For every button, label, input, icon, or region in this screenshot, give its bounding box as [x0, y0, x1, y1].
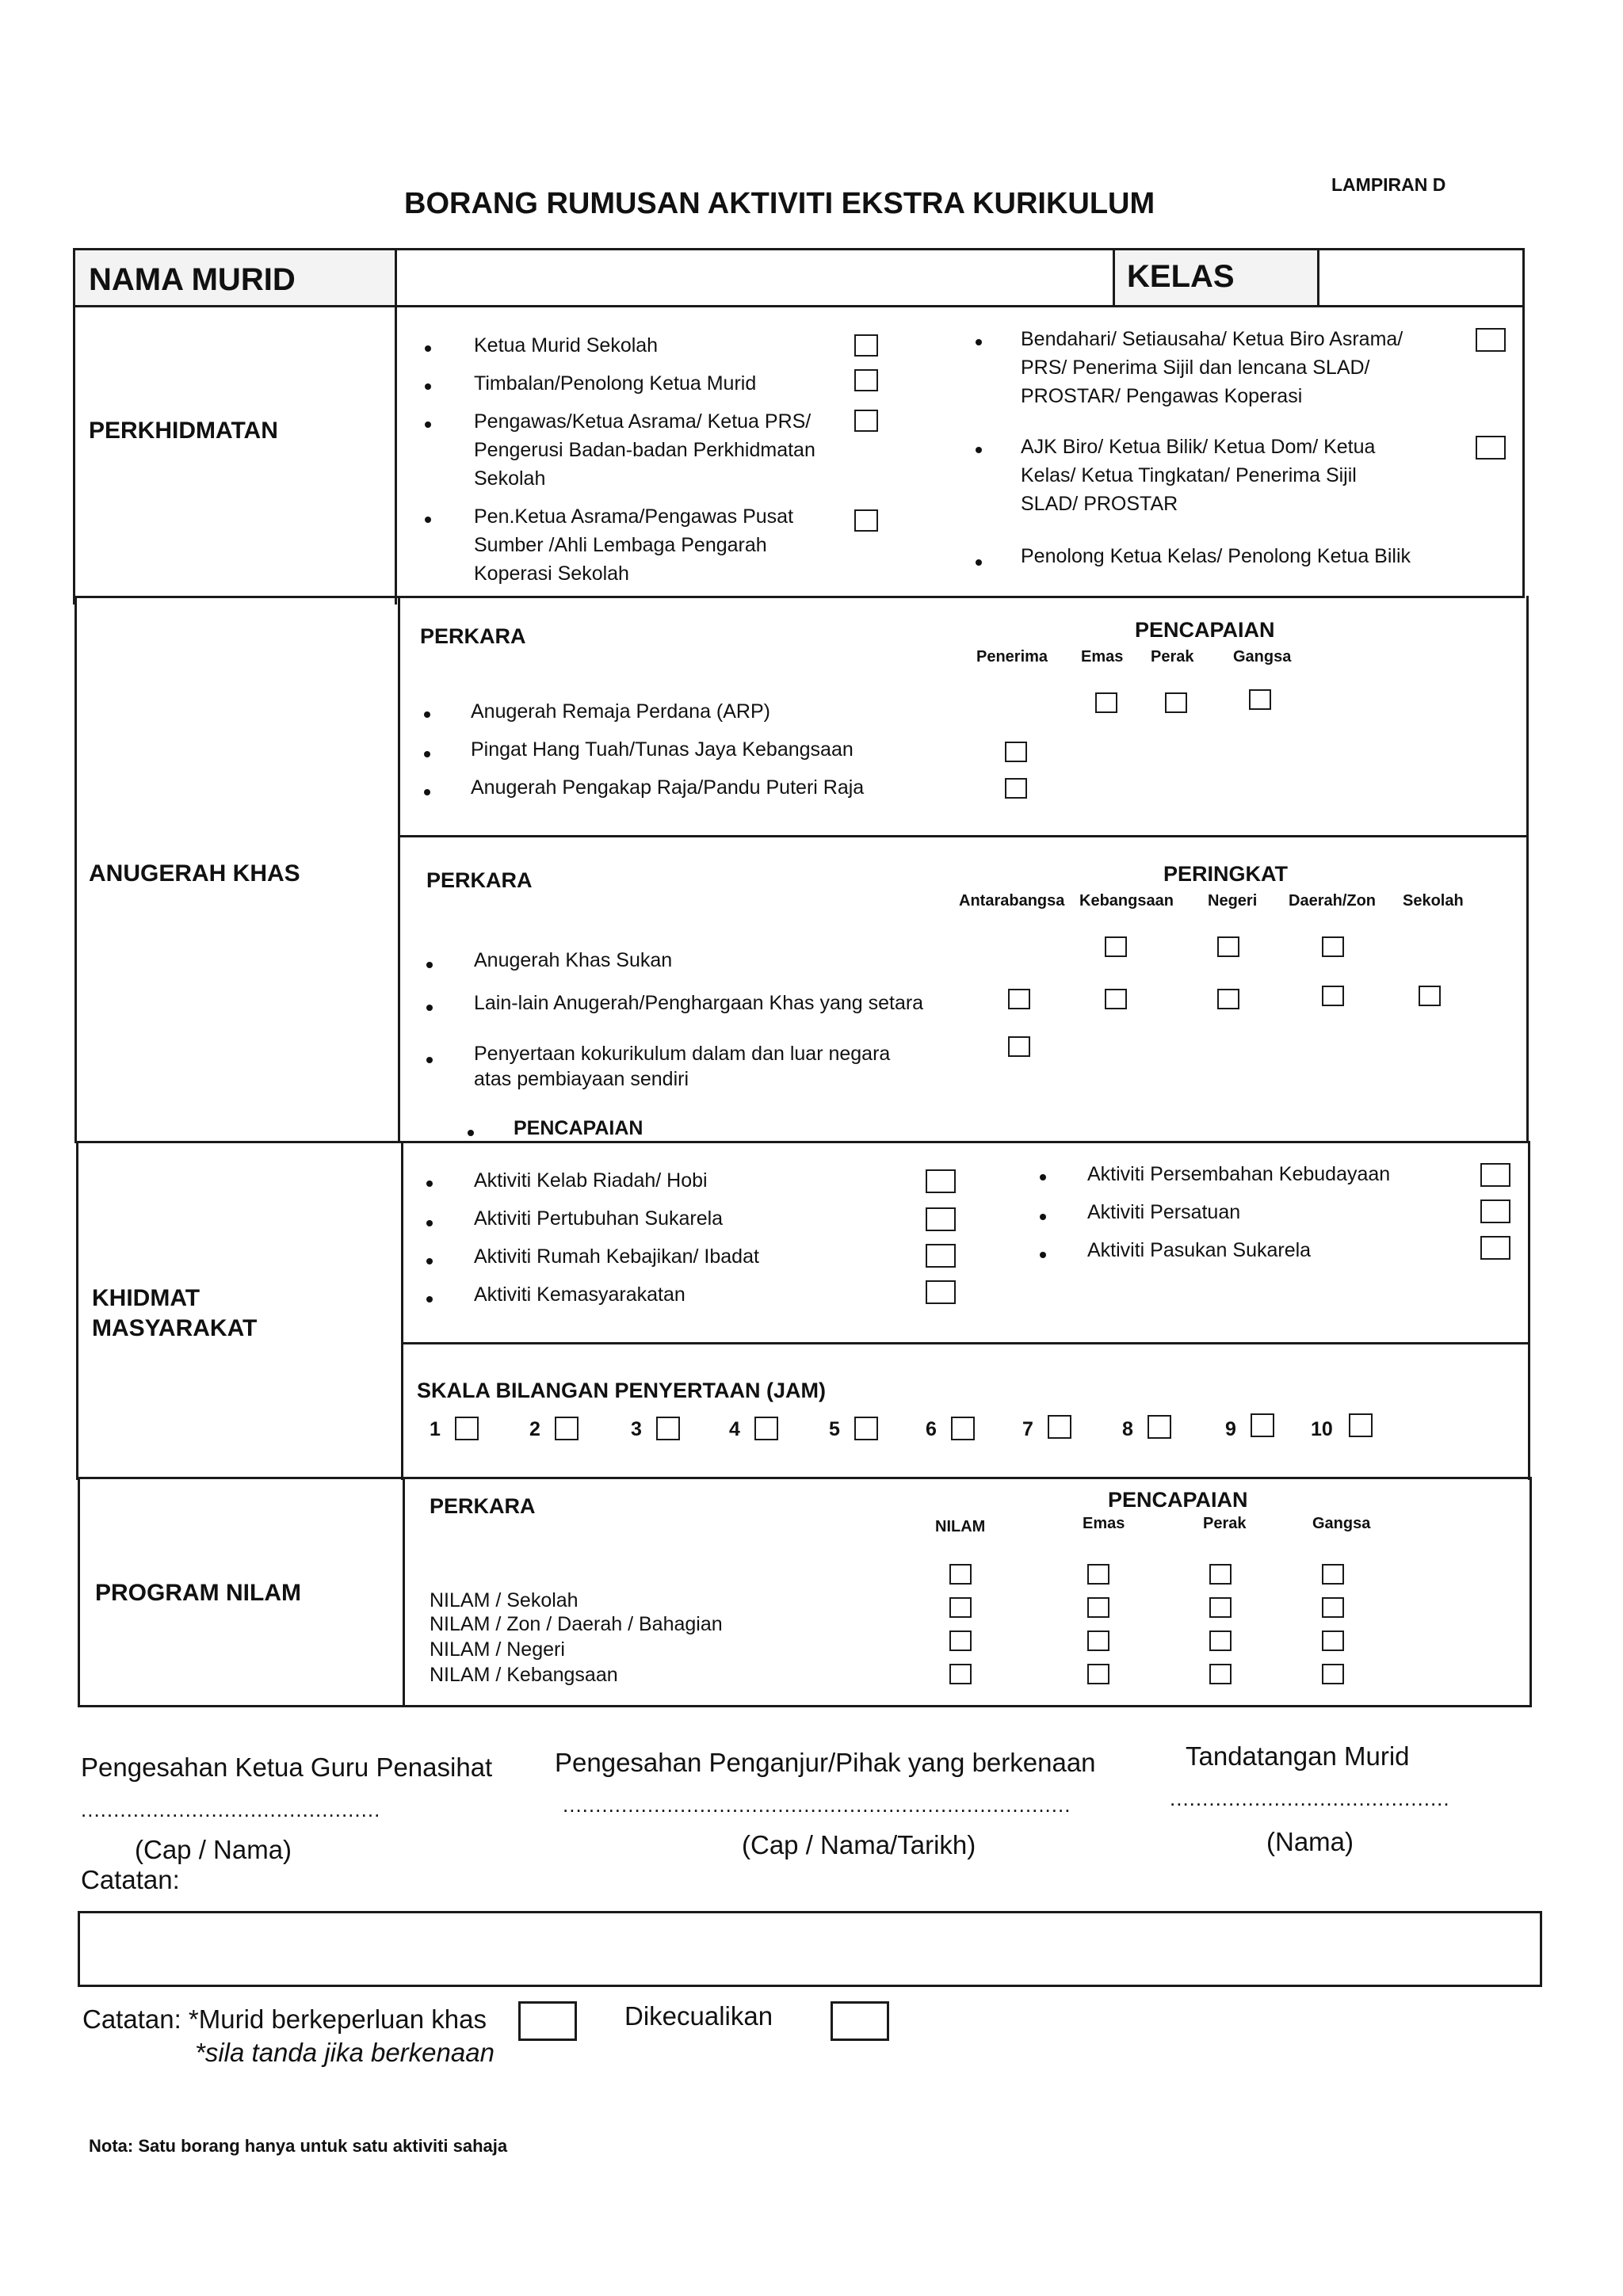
arp-perak-checkbox[interactable]	[1165, 692, 1187, 713]
list-item: Bendahari/ Setiausaha/ Ketua Biro Asrama/	[1021, 328, 1403, 350]
list-item: NILAM / Negeri	[430, 1638, 565, 1661]
list-item-line: Pengerusi Badan-badan Perkhidmatan	[474, 439, 815, 461]
lain-sekolah-checkbox[interactable]	[1419, 986, 1441, 1006]
list-item: Pengawas/Ketua Asrama/ Ketua PRS/	[474, 410, 812, 433]
pingat-hang-tuah-checkbox[interactable]	[1005, 742, 1027, 762]
skala-2-checkbox[interactable]	[555, 1417, 579, 1440]
column-header: Gangsa	[1233, 648, 1292, 666]
skala-10-checkbox[interactable]	[1349, 1413, 1373, 1437]
list-item-line: Kelas/ Ketua Tingkatan/ Penerima Sijil	[1021, 464, 1357, 486]
perak-checkbox[interactable]	[1209, 1564, 1232, 1585]
skala-8-checkbox[interactable]	[1148, 1415, 1171, 1439]
nama-caption: (Nama)	[1266, 1827, 1354, 1856]
skala-6-checkbox[interactable]	[951, 1417, 975, 1440]
lain-antarabangsa-checkbox[interactable]	[1008, 989, 1030, 1009]
list-item: Anugerah Khas Sukan	[474, 949, 673, 971]
catatan-label: Catatan:	[81, 1865, 180, 1894]
sukan-negeri-checkbox[interactable]	[1217, 936, 1239, 957]
perkhidmatan-label: PERKHIDMATAN	[89, 418, 278, 444]
list-item: AJK Biro/ Ketua Bilik/ Ketua Dom/ Ketua	[1021, 436, 1376, 458]
skala-number: 5	[829, 1418, 840, 1440]
list-item: Anugerah Remaja Perdana (ARP)	[471, 700, 770, 723]
list-item-line: PRS/ Penerima Sijil dan lencana SLAD/	[1021, 357, 1370, 379]
emas-checkbox[interactable]	[1087, 1564, 1109, 1585]
kelas-field[interactable]	[1322, 252, 1520, 303]
nama-murid-field[interactable]	[398, 252, 1109, 303]
gangsa-checkbox[interactable]	[1322, 1597, 1344, 1618]
gangsa-checkbox[interactable]	[1322, 1664, 1344, 1684]
column-header: Penerima	[976, 648, 1048, 666]
perak-checkbox[interactable]	[1209, 1597, 1232, 1618]
emas-checkbox[interactable]	[1087, 1597, 1109, 1618]
perkara-heading: PERKARA	[430, 1494, 536, 1518]
bendahari-checkbox[interactable]	[1476, 328, 1506, 352]
pencapaian-subheading: PENCAPAIAN	[514, 1117, 643, 1139]
skala-3-checkbox[interactable]	[656, 1417, 680, 1440]
list-item: Aktiviti Kelab Riadah/ Hobi	[474, 1169, 708, 1192]
tandatangan-murid-signature-line[interactable]: ...........................................	[1170, 1787, 1450, 1810]
timbalan-ketua-murid-checkbox[interactable]	[854, 369, 878, 391]
column-header: Kebangsaan	[1079, 892, 1174, 910]
column-header: Sekolah	[1403, 892, 1464, 910]
column-header: Perak	[1151, 648, 1194, 666]
khidmat-label: KHIDMAT	[92, 1285, 200, 1311]
emas-checkbox[interactable]	[1087, 1630, 1109, 1651]
catatan-murid-khas-label: Catatan: *Murid berkeperluan khas	[82, 2004, 487, 2034]
emas-checkbox[interactable]	[1087, 1664, 1109, 1684]
list-item-line: Sekolah	[474, 467, 546, 490]
list-item: Pingat Hang Tuah/Tunas Jaya Kebangsaan	[471, 738, 854, 761]
pengawas-checkbox[interactable]	[854, 410, 878, 432]
list-item: NILAM / Zon / Daerah / Bahagian	[430, 1613, 723, 1635]
list-item-line: atas pembiayaan sendiri	[474, 1068, 689, 1090]
anugerah-pengakap-checkbox[interactable]	[1005, 778, 1027, 799]
pengesahan-penganjur-signature-line[interactable]: ..............................................................................	[563, 1793, 1071, 1817]
list-item: Aktiviti Persembahan Kebudayaan	[1087, 1163, 1391, 1185]
rumah-kebajikan-checkbox[interactable]	[926, 1244, 956, 1268]
lain-daerah-checkbox[interactable]	[1322, 986, 1344, 1006]
pertubuhan-sukarela-checkbox[interactable]	[926, 1207, 956, 1231]
pengesahan-guru-title: Pengesahan Ketua Guru Penasihat	[81, 1753, 493, 1782]
kebudayaan-checkbox[interactable]	[1480, 1163, 1510, 1187]
anugerah-khas-label: ANUGERAH KHAS	[89, 860, 300, 887]
skala-1-checkbox[interactable]	[455, 1417, 479, 1440]
list-item: Anugerah Pengakap Raja/Pandu Puteri Raja	[471, 776, 865, 799]
catatan-textarea[interactable]	[78, 1911, 1542, 1987]
kelas-label: KELAS	[1127, 259, 1235, 294]
skala-number: 6	[926, 1418, 937, 1440]
arp-gangsa-checkbox[interactable]	[1249, 689, 1271, 710]
perak-checkbox[interactable]	[1209, 1664, 1232, 1684]
list-item: Aktiviti Pasukan Sukarela	[1087, 1239, 1312, 1261]
sukan-daerah-checkbox[interactable]	[1322, 936, 1344, 957]
list-item: Timbalan/Penolong Ketua Murid	[474, 372, 757, 395]
column-header: Emas	[1081, 648, 1124, 666]
kelab-riadah-checkbox[interactable]	[926, 1169, 956, 1193]
pencapaian-heading: PENCAPAIAN	[1135, 618, 1275, 642]
ketua-murid-checkbox[interactable]	[854, 334, 878, 357]
pencapaian-heading: PENCAPAIAN	[1108, 1488, 1248, 1512]
list-item: Aktiviti Persatuan	[1087, 1201, 1241, 1223]
list-item: Aktiviti Kemasyarakatan	[474, 1283, 685, 1306]
arp-emas-checkbox[interactable]	[1095, 692, 1117, 713]
skala-number: 4	[729, 1418, 740, 1440]
list-item: NILAM / Kebangsaan	[430, 1664, 618, 1686]
dikecualikan-checkbox[interactable]	[831, 2001, 889, 2041]
list-item: Lain-lain Anugerah/Penghargaan Khas yang setara	[474, 992, 924, 1014]
skala-number: 3	[631, 1418, 642, 1440]
list-item-line: SLAD/ PROSTAR	[1021, 493, 1178, 515]
column-header: Perak	[1203, 1515, 1247, 1532]
perkara-heading: PERKARA	[426, 868, 533, 892]
perak-checkbox[interactable]	[1209, 1630, 1232, 1651]
nilam-checkbox[interactable]	[949, 1630, 972, 1651]
catatan-note: *sila tanda jika berkenaan	[195, 2038, 495, 2067]
skala-number: 8	[1122, 1418, 1133, 1440]
nilam-checkbox[interactable]	[949, 1597, 972, 1618]
cap-nama-tarikh-caption: (Cap / Nama/Tarikh)	[742, 1830, 976, 1859]
murid-khas-checkbox[interactable]	[518, 2001, 577, 2041]
skala-4-checkbox[interactable]	[754, 1417, 778, 1440]
kemasyarakatan-checkbox[interactable]	[926, 1280, 956, 1304]
skala-5-checkbox[interactable]	[854, 1417, 878, 1440]
nilam-checkbox[interactable]	[949, 1664, 972, 1684]
column-header: NILAM	[935, 1518, 986, 1535]
ajk-biro-checkbox[interactable]	[1476, 436, 1506, 460]
skala-number: 9	[1225, 1418, 1236, 1440]
skala-number: 1	[430, 1418, 441, 1440]
skala-9-checkbox[interactable]	[1251, 1413, 1274, 1437]
skala-number: 10	[1311, 1418, 1333, 1440]
skala-heading: SKALA BILANGAN PENYERTAAN (JAM)	[417, 1379, 826, 1402]
nota-text: Nota: Satu borang hanya untuk satu aktiviti sahaja	[89, 2136, 508, 2156]
skala-number: 7	[1022, 1418, 1033, 1440]
list-item: Ketua Murid Sekolah	[474, 334, 659, 357]
gangsa-checkbox[interactable]	[1322, 1564, 1344, 1585]
list-item-line: PROSTAR/ Pengawas Koperasi	[1021, 385, 1303, 407]
list-item: NILAM / Sekolah	[430, 1589, 579, 1611]
persatuan-checkbox[interactable]	[1480, 1199, 1510, 1223]
cap-nama-caption: (Cap / Nama)	[135, 1835, 292, 1864]
tandatangan-murid-title: Tandatangan Murid	[1186, 1741, 1410, 1771]
lain-negeri-checkbox[interactable]	[1217, 989, 1239, 1009]
pengesahan-guru-signature-line[interactable]: ..............................................	[81, 1798, 381, 1821]
peringkat-heading: PERINGKAT	[1163, 862, 1289, 886]
list-item: Penyertaan kokurikulum dalam dan luar negara	[474, 1043, 891, 1065]
penyertaan-checkbox[interactable]	[1008, 1036, 1030, 1057]
list-item: Pen.Ketua Asrama/Pengawas Pusat	[474, 505, 794, 528]
lampiran-label: LAMPIRAN D	[1331, 174, 1446, 195]
skala-number: 2	[529, 1418, 540, 1440]
dikecualikan-label: Dikecualikan	[624, 2001, 773, 2031]
nilam-checkbox[interactable]	[949, 1564, 972, 1585]
skala-7-checkbox[interactable]	[1048, 1415, 1071, 1439]
column-header: Antarabangsa	[959, 892, 1065, 910]
masyarakat-label: MASYARAKAT	[92, 1315, 258, 1341]
column-header: Gangsa	[1312, 1515, 1371, 1532]
pasukan-sukarela-checkbox[interactable]	[1480, 1236, 1510, 1260]
gangsa-checkbox[interactable]	[1322, 1630, 1344, 1651]
column-header: Negeri	[1208, 892, 1258, 910]
lain-kebangsaan-checkbox[interactable]	[1105, 989, 1127, 1009]
column-header: Emas	[1083, 1515, 1125, 1532]
column-header: Daerah/Zon	[1289, 892, 1377, 910]
nama-murid-label: NAMA MURID	[89, 262, 296, 297]
page-title: BORANG RUMUSAN AKTIVITI EKSTRA KURIKULUM	[404, 187, 1155, 220]
pengesahan-penganjur-title: Pengesahan Penganjur/Pihak yang berkenaan	[555, 1748, 1096, 1777]
program-nilam-label: PROGRAM NILAM	[95, 1580, 301, 1606]
list-item: Aktiviti Rumah Kebajikan/ Ibadat	[474, 1245, 759, 1268]
list-item: Aktiviti Pertubuhan Sukarela	[474, 1207, 724, 1230]
pen-ketua-asrama-checkbox[interactable]	[854, 509, 878, 532]
list-item: Penolong Ketua Kelas/ Penolong Ketua Bilik	[1021, 545, 1411, 567]
list-item-line: Sumber /Ahli Lembaga Pengarah	[474, 534, 767, 556]
perkara-heading: PERKARA	[420, 624, 526, 648]
list-item-line: Koperasi Sekolah	[474, 563, 629, 585]
sukan-kebangsaan-checkbox[interactable]	[1105, 936, 1127, 957]
